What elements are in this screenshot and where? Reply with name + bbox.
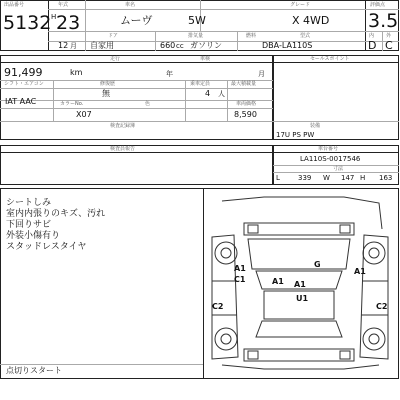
size-label: 寸法: [333, 166, 344, 172]
color-code: X07: [76, 110, 92, 119]
equipment-label: 装備: [310, 123, 321, 129]
right-side: [360, 235, 388, 359]
sales-point-frame: [273, 55, 399, 140]
price-label: 車両価格: [236, 101, 257, 107]
wheel-right-rear: [363, 328, 385, 350]
mileage-label: 走行: [110, 56, 121, 62]
displacement: 660: [160, 41, 176, 50]
capacity-unit: 人: [218, 90, 225, 98]
interior-grade: D: [368, 39, 377, 52]
grade-code: 5W: [188, 14, 206, 27]
usage: 自家用: [90, 41, 114, 50]
chassis-label: 車台番号: [318, 146, 339, 152]
score: 3.5: [368, 10, 399, 32]
color-label: 色: [145, 101, 151, 107]
lot-no-label: 出品番号: [4, 2, 25, 8]
inspection-month-unit: 月: [258, 70, 265, 78]
car-diagram: [204, 189, 399, 378]
model-year: 23: [56, 12, 81, 34]
inspection-label: 車検: [200, 56, 211, 62]
note-line: シートしみ: [6, 198, 52, 208]
hood: [248, 239, 350, 269]
dim-h-label: H: [360, 174, 366, 182]
rear-glass: [256, 321, 342, 337]
front-bumper: [244, 223, 354, 235]
note-line: スタッドレスタイヤ: [6, 242, 87, 252]
damage-mark: C2: [212, 302, 224, 311]
mileage-value: 91,499: [4, 66, 43, 79]
damage-mark: C1: [234, 275, 246, 284]
body-outline-top: [222, 197, 382, 229]
grade: X 4WD: [292, 14, 330, 27]
damage-mark: A1: [294, 280, 306, 289]
chassis-number: LA110S-0017546: [300, 155, 361, 163]
shift-label: シフト・エアコン: [4, 81, 44, 87]
mileage-unit: km: [70, 68, 83, 77]
price-value: 8,590: [234, 110, 257, 119]
interior-label: 内: [369, 33, 375, 39]
wheel-right-front: [363, 242, 385, 264]
score-label: 評価点: [370, 2, 386, 8]
exterior-grade: C: [385, 39, 393, 52]
capacity-label: 乗車定員: [190, 81, 211, 87]
car-name: ムーヴ: [120, 14, 153, 27]
dim-l-label: L: [276, 174, 280, 182]
note-line: 外装小傷有り: [6, 231, 61, 241]
car-name-label: 車名: [125, 2, 136, 8]
sales-point-label: セールスポイント: [310, 56, 350, 62]
repair-value: 無: [102, 89, 110, 98]
dim-h: 163: [379, 174, 393, 182]
door-label: ドア: [108, 33, 118, 39]
damage-mark: A1: [234, 264, 246, 273]
footer-note: 点切りスタート: [6, 366, 62, 375]
repair-label: 修復歴: [100, 81, 116, 87]
inspector-notes: [6, 198, 105, 253]
shift-value: IAT AAC: [5, 97, 37, 106]
cc-label: 排気量: [188, 33, 204, 39]
left-side: [212, 235, 238, 359]
damage-mark: A1: [354, 267, 366, 276]
dim-l: 339: [298, 174, 312, 182]
rear-bumper: [244, 349, 354, 361]
inspector-label: 検査員報告: [110, 146, 136, 152]
inspector-frame: [0, 145, 273, 185]
grade-label: グレード: [290, 2, 311, 8]
dim-w: 147: [341, 174, 355, 182]
damage-mark: C2: [376, 302, 388, 311]
model-code: DBA-LA110S: [262, 41, 313, 50]
equipment-value: 17U PS PW: [276, 131, 315, 139]
year-label: 年式: [58, 2, 69, 8]
damage-mark: A1: [272, 277, 284, 286]
fuel-type: ガソリン: [190, 41, 222, 50]
month: 12: [58, 41, 69, 50]
record-book-label: 検査記録簿: [110, 123, 136, 129]
displacement-unit: cc: [176, 42, 184, 50]
damage-mark: U1: [296, 294, 309, 303]
note-line: 下回りサビ: [6, 220, 52, 230]
fuel-label: 燃料: [246, 33, 257, 39]
color-no-label: カラーNo.: [60, 101, 84, 107]
capacity-value: 4: [205, 89, 211, 98]
note-line: 室内内張りのキズ、汚れ: [6, 209, 106, 219]
wheel-left-front: [215, 242, 237, 264]
damage-mark: G: [314, 260, 321, 269]
month-unit: 月: [70, 42, 77, 50]
lot-number: 5132: [3, 12, 52, 34]
exterior-label: 外: [386, 33, 392, 39]
year-era-mark: H: [51, 13, 57, 21]
dim-w-label: W: [323, 174, 330, 182]
inspection-year-unit: 年: [166, 70, 173, 78]
model-label: 型式: [300, 33, 311, 39]
wheel-left-rear: [215, 328, 237, 350]
load-label: 最大積載量: [231, 81, 257, 87]
